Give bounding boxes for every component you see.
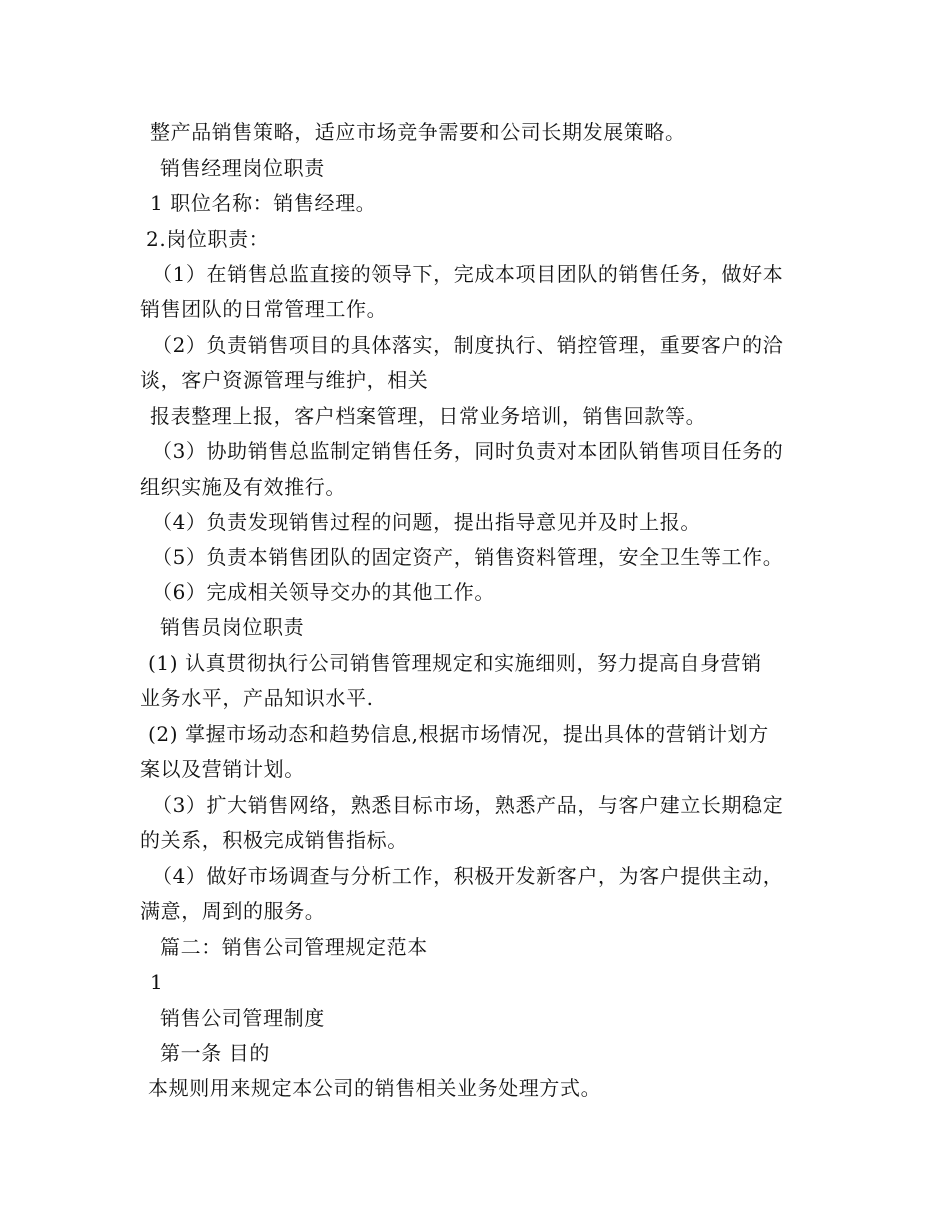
text-line: 满意，周到的服务。: [140, 899, 326, 923]
section-heading: 销售员岗位职责: [160, 615, 305, 639]
page-number: 1: [150, 970, 164, 994]
text-line: 组织实施及有效推行。: [140, 475, 346, 499]
text-line: 本规则用来规定本公司的销售相关业务处理方式。: [148, 1076, 602, 1100]
text-line: 销售团队的日常管理工作。: [140, 297, 388, 321]
text-line: 业务水平，产品知识水平.: [140, 686, 374, 710]
list-item: （5）负责本销售团队的固定资产，销售资料管理，安全卫生等工作。: [152, 545, 784, 569]
list-item: （1）在销售总监直接的领导下，完成本项目团队的销售任务，做好本: [152, 262, 784, 286]
text-line: 整产品销售策略，适应市场竞争需要和公司长期发展策略。: [150, 120, 686, 144]
list-item: （2）负责销售项目的具体落实，制度执行、销控管理，重要客户的洽: [152, 333, 784, 357]
section-heading: 销售经理岗位职责: [160, 156, 325, 180]
list-item: （3）协助销售总监制定销售任务，同时负责对本团队销售项目任务的: [152, 439, 784, 463]
text-line: 案以及营销计划。: [140, 757, 305, 781]
list-item: （6）完成相关领导交办的其他工作。: [152, 580, 495, 604]
list-item: （4）做好市场调查与分析工作，积极开发新客户，为客户提供主动，: [152, 864, 784, 888]
list-item: （4）负责发现销售过程的问题，提出指导意见并及时上报。: [152, 510, 701, 534]
text-line: 2.岗位职责：: [146, 227, 270, 251]
article-heading: 第一条 目的: [160, 1041, 270, 1065]
list-item: （3）扩大销售网络，熟悉目标市场，熟悉产品，与客户建立长期稳定: [152, 793, 784, 817]
text-line: 报表整理上报，客户档案管理，日常业务培训，销售回款等。: [150, 404, 707, 428]
text-line: 1 职位名称：销售经理。: [150, 191, 377, 215]
text-line: 的关系，积极完成销售指标。: [140, 828, 408, 852]
text-line: 谈，客户资源管理与维护，相关: [140, 368, 429, 392]
list-item: (2) 掌握市场动态和趋势信息,根据市场情况，提出具体的营销计划方: [148, 722, 769, 746]
section-heading: 篇二：销售公司管理规定范本: [160, 935, 428, 959]
list-item: (1) 认真贯彻执行公司销售管理规定和实施细则，努力提高自身营销: [148, 651, 762, 675]
section-heading: 销售公司管理制度: [160, 1006, 325, 1030]
